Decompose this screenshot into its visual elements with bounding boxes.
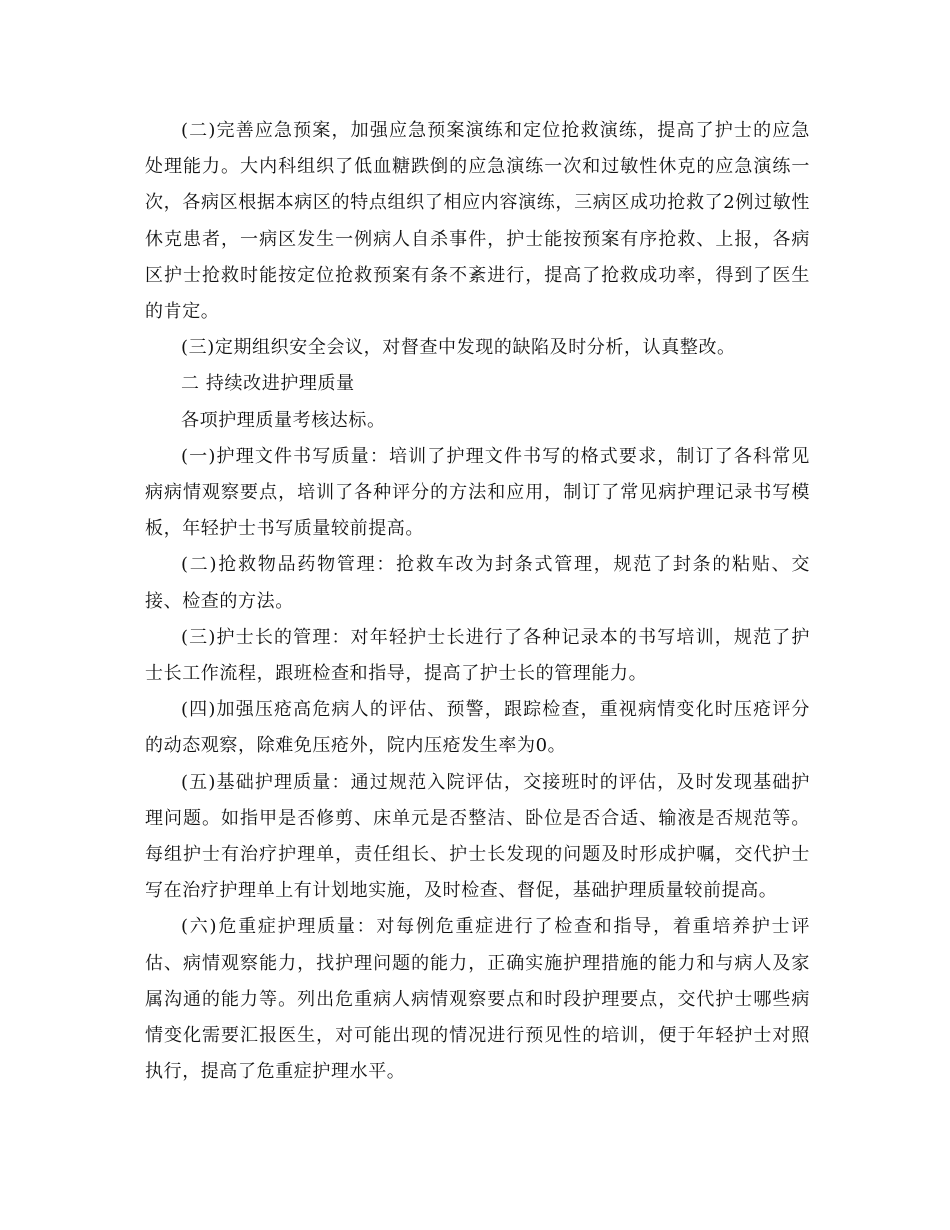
paragraph-rescue-supplies: (二)抢救物品药物管理：抢救车改为封条式管理，规范了封条的粘贴、交接、检查的方法。 bbox=[145, 554, 810, 612]
paragraph-quality-standard: 各项护理质量考核达标。 bbox=[181, 409, 386, 431]
paragraph-pressure-ulcer: (四)加强压疮高危病人的评估、预警，跟踪检查，重视病情变化时压疮评分的动态观察，除难免压疮外，院内压疮发生率为0。 bbox=[145, 699, 810, 757]
paragraph-head-nurse-management: (三)护士长的管理：对年轻护士长进行了各种记录本的书写培训，规范了护士长工作流程，跟班检查和指导，提高了护士长的管理能力。 bbox=[145, 626, 810, 685]
paragraph-safety-meeting: (三)定期组织安全会议，对督查中发现的缺陷及时分析，认真整改。 bbox=[181, 337, 736, 359]
paragraph-critical-care: (六)危重症护理质量：对每例危重症进行了检查和指导，着重培养护士评估、病情观察能力，找护理问题的能力，正确实施护理措施的能力和与病人及家属沟通的能力等。列出危重病人病情观察要点和时段护理要点，交代护士哪些病情变化需要汇报医生，对可能出现的情况进行预见性的培训，便于年轻护士对照执行，提高了危重症护理水平。 bbox=[145, 916, 810, 1083]
section-heading-quality: 二 持续改进护理质量 bbox=[181, 373, 355, 395]
paragraph-documentation-quality: (一)护理文件书写质量：培训了护理文件书写的格式要求，制订了各科常见病病情观察要点，培训了各种评分的方法和应用，制订了常见病护理记录书写模板，年轻护士书写质量较前提高。 bbox=[145, 445, 810, 540]
paragraph-emergency-plan: (二)完善应急预案，加强应急预案演练和定位抢救演练，提高了护士的应急处理能力。大内科组织了低血糖跌倒的应急演练一次和过敏性休克的应急演练一次，各病区根据本病区的特点组织了相应内容演练，三病区成功抢救了2例过敏性休克患者，一病区发生一例病人自杀事件，护士能按预案有序抢救、上报，各病区护士抢救时能按定位抢救预案有条不紊进行，提高了抢救成功率，得到了医生的肯定。 bbox=[145, 120, 810, 323]
document-body bbox=[145, 113, 810, 1090]
paragraph-basic-nursing: (五)基础护理质量：通过规范入院评估，交接班时的评估，及时发现基础护理问题。如指甲是否修剪、床单元是否整洁、卧位是否合适、输液是否规范等。每组护士有治疗护理单，责任组长、护士长发现的问题及时形成护嘱，交代护士写在治疗护理单上有计划地实施，及时检查、督促，基础护理质量较前提高。 bbox=[145, 771, 810, 902]
